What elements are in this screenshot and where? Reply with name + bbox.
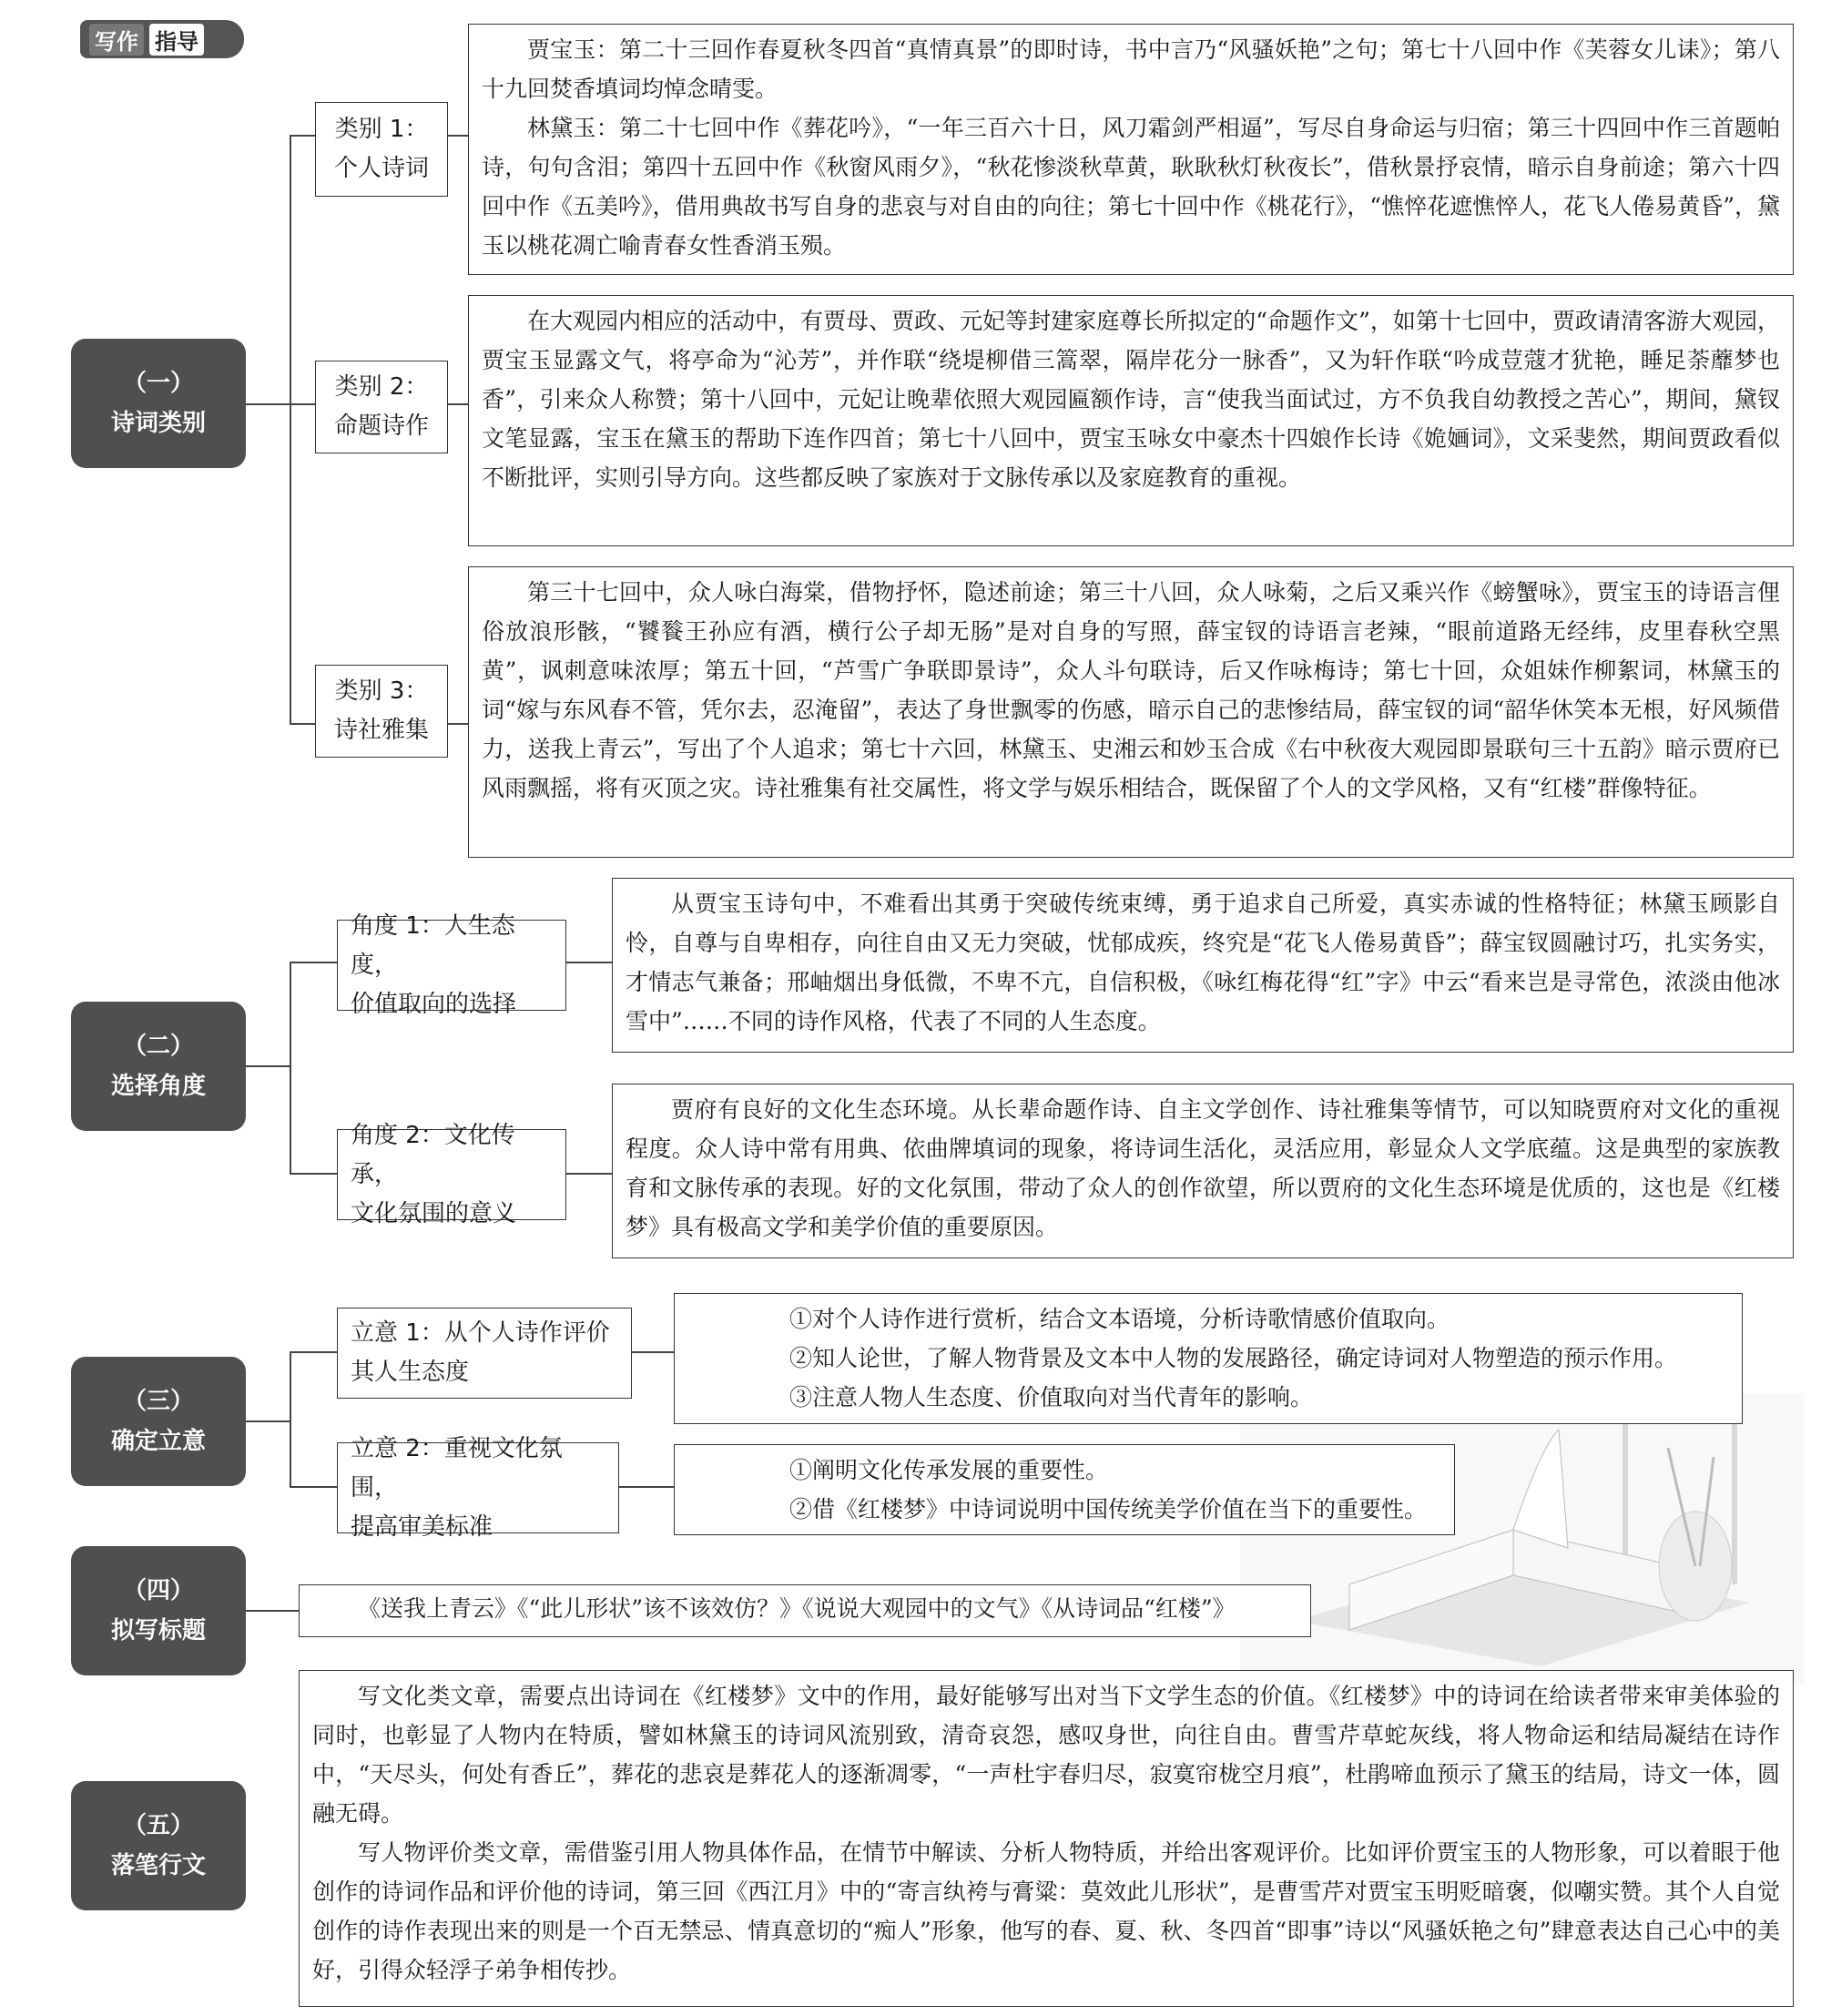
category-3-text: [468, 566, 1794, 858]
section-4-num: （四）: [122, 1577, 194, 1604]
angle-1-line-2: 价值取向的选择: [351, 990, 517, 1018]
angle-2-para: 贾府有良好的文化生态环境。从长辈命题作诗、自主文学创作、诗社雅集等情节，可以知晓贾府对文化的重视程度。众人诗中常有用典、依曲牌填词的现象，将诗词生活化，灵活应用，彰显众人文学底蕴。这是典型的家族教育和文脉传承的表现。好的文化氛围，带动了众人的创作欲望，所以贾府的文化生态环境是优质的，这也是《红楼梦》具有极高文学和美学价值的重要原因。: [626, 1096, 1780, 1240]
category-2-label: 类别 2：: [334, 373, 429, 401]
section-4-label: [71, 1546, 246, 1675]
category-2-name: 命题诗作: [333, 412, 429, 440]
category-3-box: [315, 665, 448, 758]
angle-1-box: [337, 911, 566, 1018]
section-5-title: 落笔行文: [110, 1852, 206, 1879]
intent-1-list: [674, 1293, 1743, 1424]
intent-1-item-2: ②知人论世，了解人物背景及文本中人物的发展路径，确定诗词对人物塑造的预示作用。: [789, 1345, 1678, 1371]
intent-2-line-2: 提高审美标准: [351, 1512, 493, 1541]
angle-2-text: [612, 1084, 1794, 1258]
section-4-title: 拟写标题: [110, 1617, 206, 1644]
section-3-label: [71, 1357, 246, 1486]
angle-2-line-2: 文化氛围的意义: [351, 1199, 517, 1227]
category-1-para-1: 贾宝玉：第二十三回作春夏秋冬四首“真情真景”的即时诗，书中言乃“风骚妖艳”之句；第七十八回中作《芙蓉女儿诔》；第八十九回焚香填词均悼念晴雯。: [482, 36, 1780, 102]
section-3-title: 确定立意: [110, 1428, 206, 1455]
section-2-num: （二）: [122, 1033, 194, 1060]
section-1-title: 诗词类别: [110, 410, 206, 437]
category-2-para-1: 在大观园内相应的活动中，有贾母、贾政、元妃等封建家庭尊长所拟定的“命题作文”，如第十七回中，贾政请清客游大观园，贾宝玉显露文气，将亭命为“沁芳”，并作联“绕堤柳借三篙翠，隔岸花分一脉香”，又为轩作联“吟成荳蔻才犹艳，睡足荼蘼梦也香”，引来众人称赞；第十八回中，元妃让晚辈依照大观园匾额作诗，言“使我当面试过，方不负我自幼教授之苦心”，期间，黛钗文笔显露，宝玉在黛玉的帮助下连作四首；第七十八回中，贾宝玉咏女中豪杰十四娘作长诗《姽婳词》，文采斐然，期间贾政看似不断批评，实则引导方向。这些都反映了家族对于文脉传承以及家庭教育的重视。: [482, 308, 1780, 491]
section-5-num: （五）: [122, 1812, 194, 1839]
intent-1-line-2: 其人生态度: [351, 1359, 470, 1386]
category-1-para-2: 林黛玉：第二十七回中作《葬花吟》，“一年三百六十日，风刀霜剑严相逼”，写尽自身命运与归宿；第三十四回中作三首题帕诗，句句含泪；第四十五回中作《秋窗风雨夕》，“秋花惨淡秋草黄，耿耿秋灯秋夜长”，借秋景抒哀情，暗示自身前途；第六十四回中作《五美吟》，借用典故书写自身的悲哀与对自由的向往；第七十回中作《桃花行》，“憔悴花遮憔悴人，花飞人倦易黄昏”，黛玉以桃花凋亡喻青春女性香消玉殒。: [482, 115, 1780, 259]
writing-text: [299, 1670, 1794, 2007]
titles-box: [299, 1584, 1311, 1637]
sample-titles: 《送我上青云》《“此儿形状”该不该效仿？》《说说大观园中的文气》《从诗词品“红楼”》: [358, 1595, 1236, 1622]
badge-part2: 指导: [149, 24, 204, 56]
angle-2-line-1: 角度 2：文化传承，: [351, 1121, 515, 1188]
angle-1-text: [612, 878, 1794, 1053]
angle-2-box: [337, 1121, 566, 1227]
section-2-title: 选择角度: [110, 1073, 206, 1100]
intent-1-item-1: ①对个人诗作进行赏析，结合文本语境，分析诗歌情感价值取向。: [789, 1306, 1450, 1332]
category-3-para-1: 第三十七回中，众人咏白海棠，借物抒怀，隐述前途；第三十八回，众人咏菊，之后又乘兴作《螃蟹咏》，贾宝玉的诗语言俚俗放浪形骸，“饕餮王孙应有酒，横行公子却无肠”是对自身的写照，薛宝钗的诗语言老辣，“眼前道路无经纬，皮里春秋空黑黄”，讽刺意味浓厚；第五十回，“芦雪广争联即景诗”，众人斗句联诗，后又作咏梅诗；第七十回，众姐妹作柳絮词，林黛玉的词“嫁与东风春不管，凭尔去，忍淹留”，表达了身世飘零的伤感，暗示自己的悲惨结局，薛宝钗的词“韶华休笑本无根，好风频借力，送我上青云”，写出了个人追求；第七十六回，林黛玉、史湘云和妙玉合成《右中秋夜大观园即景联句三十五韵》暗示贾府已风雨飘摇，将有灭顶之灾。诗社雅集有社交属性，将文学与娱乐相结合，既保留了个人的文学风格，又有“红楼”群像特征。: [482, 579, 1780, 801]
angle-1-line-1: 角度 1：人生态度，: [351, 911, 515, 979]
section-1-num: （一）: [122, 370, 194, 397]
intent-2-line-1: 立意 2：重视文化氛围，: [351, 1434, 563, 1502]
intent-1-item-3: ③注意人物人生态度、价值取向对当代青年的影响。: [789, 1384, 1314, 1410]
category-1-label: 类别 1：: [334, 116, 429, 143]
category-1-name: 个人诗词: [333, 155, 429, 182]
intent-1-box: [337, 1308, 632, 1399]
section-1-label: [71, 339, 246, 468]
category-3-label: 类别 3：: [334, 677, 429, 705]
writing-para-2: 写人物评价类文章，需借鉴引用人物具体作品，在情节中解读、分析人物特质，并给出客观评价。比如评价贾宝玉的人物形象，可以着眼于他创作的诗词作品和评价他的诗词，第三回《西江月》中的“寄言纨袴与膏粱：莫效此儿形状”，是曹雪芹对贾宝玉明贬暗褒，似嘲实赞。其个人自觉创作的诗作表现出来的则是一个百无禁忌、情真意切的“痴人”形象，他写的春、夏、秋、冬四首“即事”诗以“风骚妖艳之句”肆意表达自己心中的美好，引得众轻浮子弟争相传抄。: [312, 1839, 1780, 1983]
category-1-box: [315, 102, 448, 197]
intent-2-list: [674, 1444, 1455, 1535]
category-2-text: [468, 295, 1794, 546]
angle-1-para: 从贾宝玉诗句中，不难看出其勇于突破传统束缚，勇于追求自己所爱，真实赤诚的性格特征；林黛玉顾影自怜，自尊与自卑相存，向往自由又无力突破，忧郁成疾，终究是“花飞人倦易黄昏”；薛宝钗圆融讨巧，扎实务实，才情志气兼备；邢岫烟出身低微，不卑不亢，自信积极，《咏红梅花得“红”字》中云“看来岂是寻常色，浓淡由他冰雪中”……不同的诗作风格，代表了不同的人生态度。: [626, 891, 1780, 1034]
section-3-num: （三）: [122, 1388, 194, 1415]
intent-2-item-1: ①阐明文化传承发展的重要性。: [789, 1457, 1109, 1483]
category-3-name: 诗社雅集: [333, 717, 429, 744]
category-1-text: [468, 24, 1794, 275]
intent-2-box: [337, 1434, 619, 1541]
intent-2-item-2: ②借《红楼梦》中诗词说明中国传统美学价值在当下的重要性。: [789, 1496, 1428, 1522]
writing-guide-badge: [80, 20, 244, 58]
badge-part1: 写作: [89, 24, 144, 56]
writing-para-1: 写文化类文章，需要点出诗词在《红楼梦》文中的作用，最好能够写出对当下文学生态的价值。《红楼梦》中的诗词在给读者带来审美体验的同时，也彰显了人物内在特质，譬如林黛玉的诗词风流别致，清奇哀怨，感叹身世，向往自由。曹雪芹草蛇灰线，将人物命运和结局凝结在诗作中，“天尽头，何处有香丘”，葬花的悲哀是葬花人的逐渐凋零，“一声杜宇春归尽，寂寞帘栊空月痕”，杜鹃啼血预示了黛玉的结局，诗文一体，圆融无碍。: [312, 1683, 1780, 1827]
section-5-label: [71, 1781, 246, 1910]
book-illustration-icon: [1240, 1393, 1805, 1685]
intent-1-line-1: 立意 1：从个人诗作评价: [351, 1319, 610, 1347]
section-2-label: [71, 1002, 246, 1131]
category-2-box: [315, 361, 448, 453]
